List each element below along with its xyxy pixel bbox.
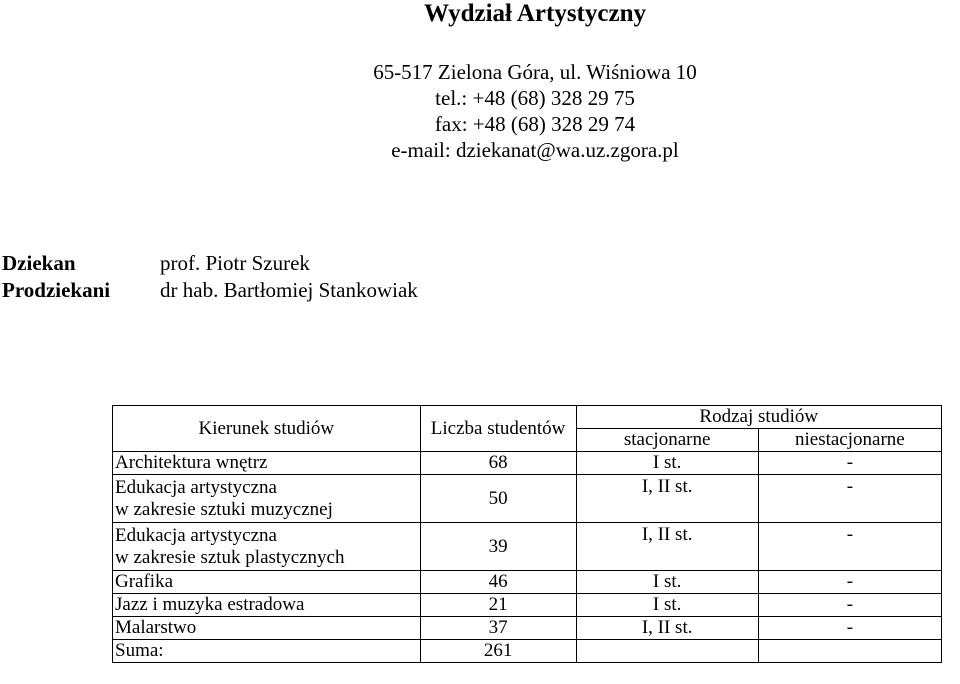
- fulltime-level: I st.: [576, 452, 758, 475]
- fulltime-level: [576, 475, 758, 523]
- fax-line: fax: +48 (68) 328 29 74: [434, 112, 636, 136]
- header-students: Liczba studentów: [420, 406, 576, 452]
- header-parttime: niestacjonarne: [758, 429, 941, 452]
- student-count: 68: [420, 452, 576, 475]
- total-empty-cell: [576, 640, 758, 663]
- total-row: [113, 640, 942, 663]
- field-name: Jazz i muzyka estradowa: [113, 594, 421, 617]
- parttime-level: -: [758, 452, 941, 475]
- parttime-level-text: -: [846, 475, 854, 497]
- student-count: 39: [420, 523, 576, 571]
- student-count: 50: [420, 475, 576, 523]
- field-name: [113, 475, 421, 523]
- field-name-line1: Edukacja artystyczna: [115, 476, 277, 498]
- field-name: Architektura wnętrz: [113, 452, 421, 475]
- students-table: [112, 405, 942, 663]
- parttime-level-text: -: [846, 523, 854, 545]
- dean-role-label: Dziekan: [2, 251, 76, 275]
- parttime-level: -: [758, 571, 941, 594]
- student-count: 21: [420, 594, 576, 617]
- table-row: [113, 523, 942, 571]
- field-name-line1: Edukacja artystyczna: [115, 524, 277, 546]
- fulltime-level: [576, 523, 758, 571]
- header-field: Kierunek studiów: [113, 406, 421, 452]
- student-count: 46: [420, 571, 576, 594]
- student-count: 37: [420, 617, 576, 640]
- total-value: 261: [420, 640, 576, 663]
- parttime-level: -: [758, 617, 941, 640]
- field-name-line2: w zakresie sztuki muzycznej: [115, 498, 333, 520]
- address-line: 65-517 Zielona Góra, ul. Wiśniowa 10: [373, 60, 697, 84]
- vice-dean-name: dr hab. Bartłomiej Stankowiak: [160, 278, 418, 302]
- table-row: [113, 617, 942, 640]
- fulltime-level: I, II st.: [576, 617, 758, 640]
- fulltime-level-text: I, II st.: [641, 475, 693, 497]
- parttime-level: -: [758, 594, 941, 617]
- fulltime-level-text: I, II st.: [641, 523, 693, 545]
- parttime-level: [758, 523, 941, 571]
- header-study-type: Rodzaj studiów: [576, 406, 941, 429]
- phone-line: tel.: +48 (68) 328 29 75: [435, 86, 635, 110]
- table-row: [113, 452, 942, 475]
- field-name: Grafika: [113, 571, 421, 594]
- table-row: [113, 571, 942, 594]
- dean-name: prof. Piotr Szurek: [160, 251, 310, 275]
- vice-dean-role-label: Prodziekani: [2, 278, 111, 302]
- faculty-title: Wydział Artystyczny: [424, 0, 646, 27]
- field-name-line2: w zakresie sztuk plastycznych: [115, 546, 345, 568]
- table-row: [113, 594, 942, 617]
- field-name: Malarstwo: [113, 617, 421, 640]
- parttime-level: [758, 475, 941, 523]
- field-name: [113, 523, 421, 571]
- total-label: Suma:: [113, 640, 421, 663]
- header-fulltime: stacjonarne: [576, 429, 758, 452]
- table-row: [113, 475, 942, 523]
- fulltime-level: I st.: [576, 571, 758, 594]
- table-header-row: [113, 406, 942, 429]
- total-empty-cell: [758, 640, 941, 663]
- email-line: e-mail: dziekanat@wa.uz.zgora.pl: [391, 138, 679, 162]
- fulltime-level: I st.: [576, 594, 758, 617]
